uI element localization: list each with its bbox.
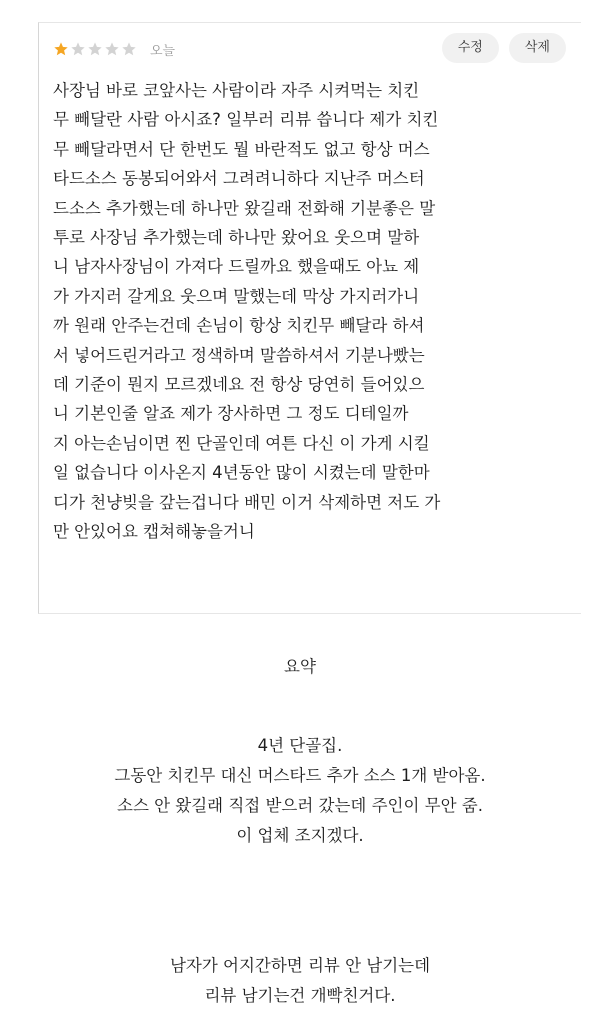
review-line: 지 아는손님이면 찐 단골인데 여튼 다신 이 가게 시킬 <box>53 433 430 453</box>
review-line: 데 기준이 뭔지 모르겠네요 전 항상 당연히 들어있으 <box>53 375 425 395</box>
star-empty-icon <box>87 41 103 57</box>
star-empty-icon <box>104 41 120 57</box>
closing-line: 리뷰 남기는건 개빡친거다. <box>204 986 396 1005</box>
edit-button[interactable]: 수정 <box>442 33 499 63</box>
summary-title: 요약 <box>284 657 316 676</box>
review-date: 오늘 <box>150 43 176 59</box>
summary-line: 4년 단골집. <box>257 736 343 755</box>
review-actions <box>442 33 566 63</box>
summary-line: 그동안 치킨무 대신 머스타드 추가 소스 1개 받아옴. <box>114 766 486 785</box>
summary-line: 소스 안 왔길래 직접 받으러 갔는데 주인이 무안 줌. <box>117 796 483 815</box>
review-line: 디가 천냥빚을 갚는겁니다 배민 이거 삭제하면 저도 가 <box>53 492 441 512</box>
review-line: 니 남자사장님이 가져다 드릴까요 했을때도 아뇨 제 <box>53 257 420 277</box>
review-line: 무 빼달라면서 단 한번도 뭘 바란적도 없고 항상 머스 <box>53 139 430 159</box>
closing-comment <box>0 951 600 1011</box>
review-line: 까 원래 안주는건데 손님이 항상 치킨무 빼달라 하셔 <box>53 316 425 336</box>
review-line: 사장님 바로 코앞사는 사람이라 자주 시켜먹는 치킨 <box>53 81 420 100</box>
review-line: 타드소스 동봉되어와서 그려려니하다 지난주 머스터 <box>53 169 425 189</box>
star-rating <box>53 41 138 57</box>
review-line: 일 없습니다 이사온지 4년동안 많이 시켰는데 말한마 <box>53 463 430 483</box>
summary-line: 이 업체 조지겠다. <box>236 826 364 845</box>
review-line: 가 가지러 갈게요 웃으며 말했는데 막상 가지러가니 <box>53 286 420 306</box>
review-line: 니 기본인줄 알죠 제가 장사하면 그 정도 디테일까 <box>53 404 409 424</box>
delete-button[interactable]: 삭제 <box>509 33 566 63</box>
review-card <box>38 22 581 614</box>
review-line: 무 빼달란 사람 아시죠? 일부러 리뷰 씁니다 제가 치킨 <box>53 110 439 130</box>
review-header <box>53 35 175 63</box>
star-filled-icon <box>53 41 69 57</box>
summary-body <box>0 731 600 851</box>
star-empty-icon <box>121 41 137 57</box>
review-line: 만 안있어요 캡쳐해놓을거니 <box>53 522 255 542</box>
review-line: 서 넣어드린거라고 정색하며 말씀하셔서 기분나빴는 <box>53 345 425 365</box>
review-line: 드소스 추가했는데 하나만 왔길래 전화해 기분좋은 말 <box>53 198 436 218</box>
review-line: 투로 사장님 추가했는데 하나만 왔어요 웃으며 말하 <box>53 228 420 248</box>
closing-line: 남자가 어지간하면 리뷰 안 남기는데 <box>169 956 431 975</box>
star-empty-icon <box>70 41 86 57</box>
review-text <box>53 76 568 547</box>
